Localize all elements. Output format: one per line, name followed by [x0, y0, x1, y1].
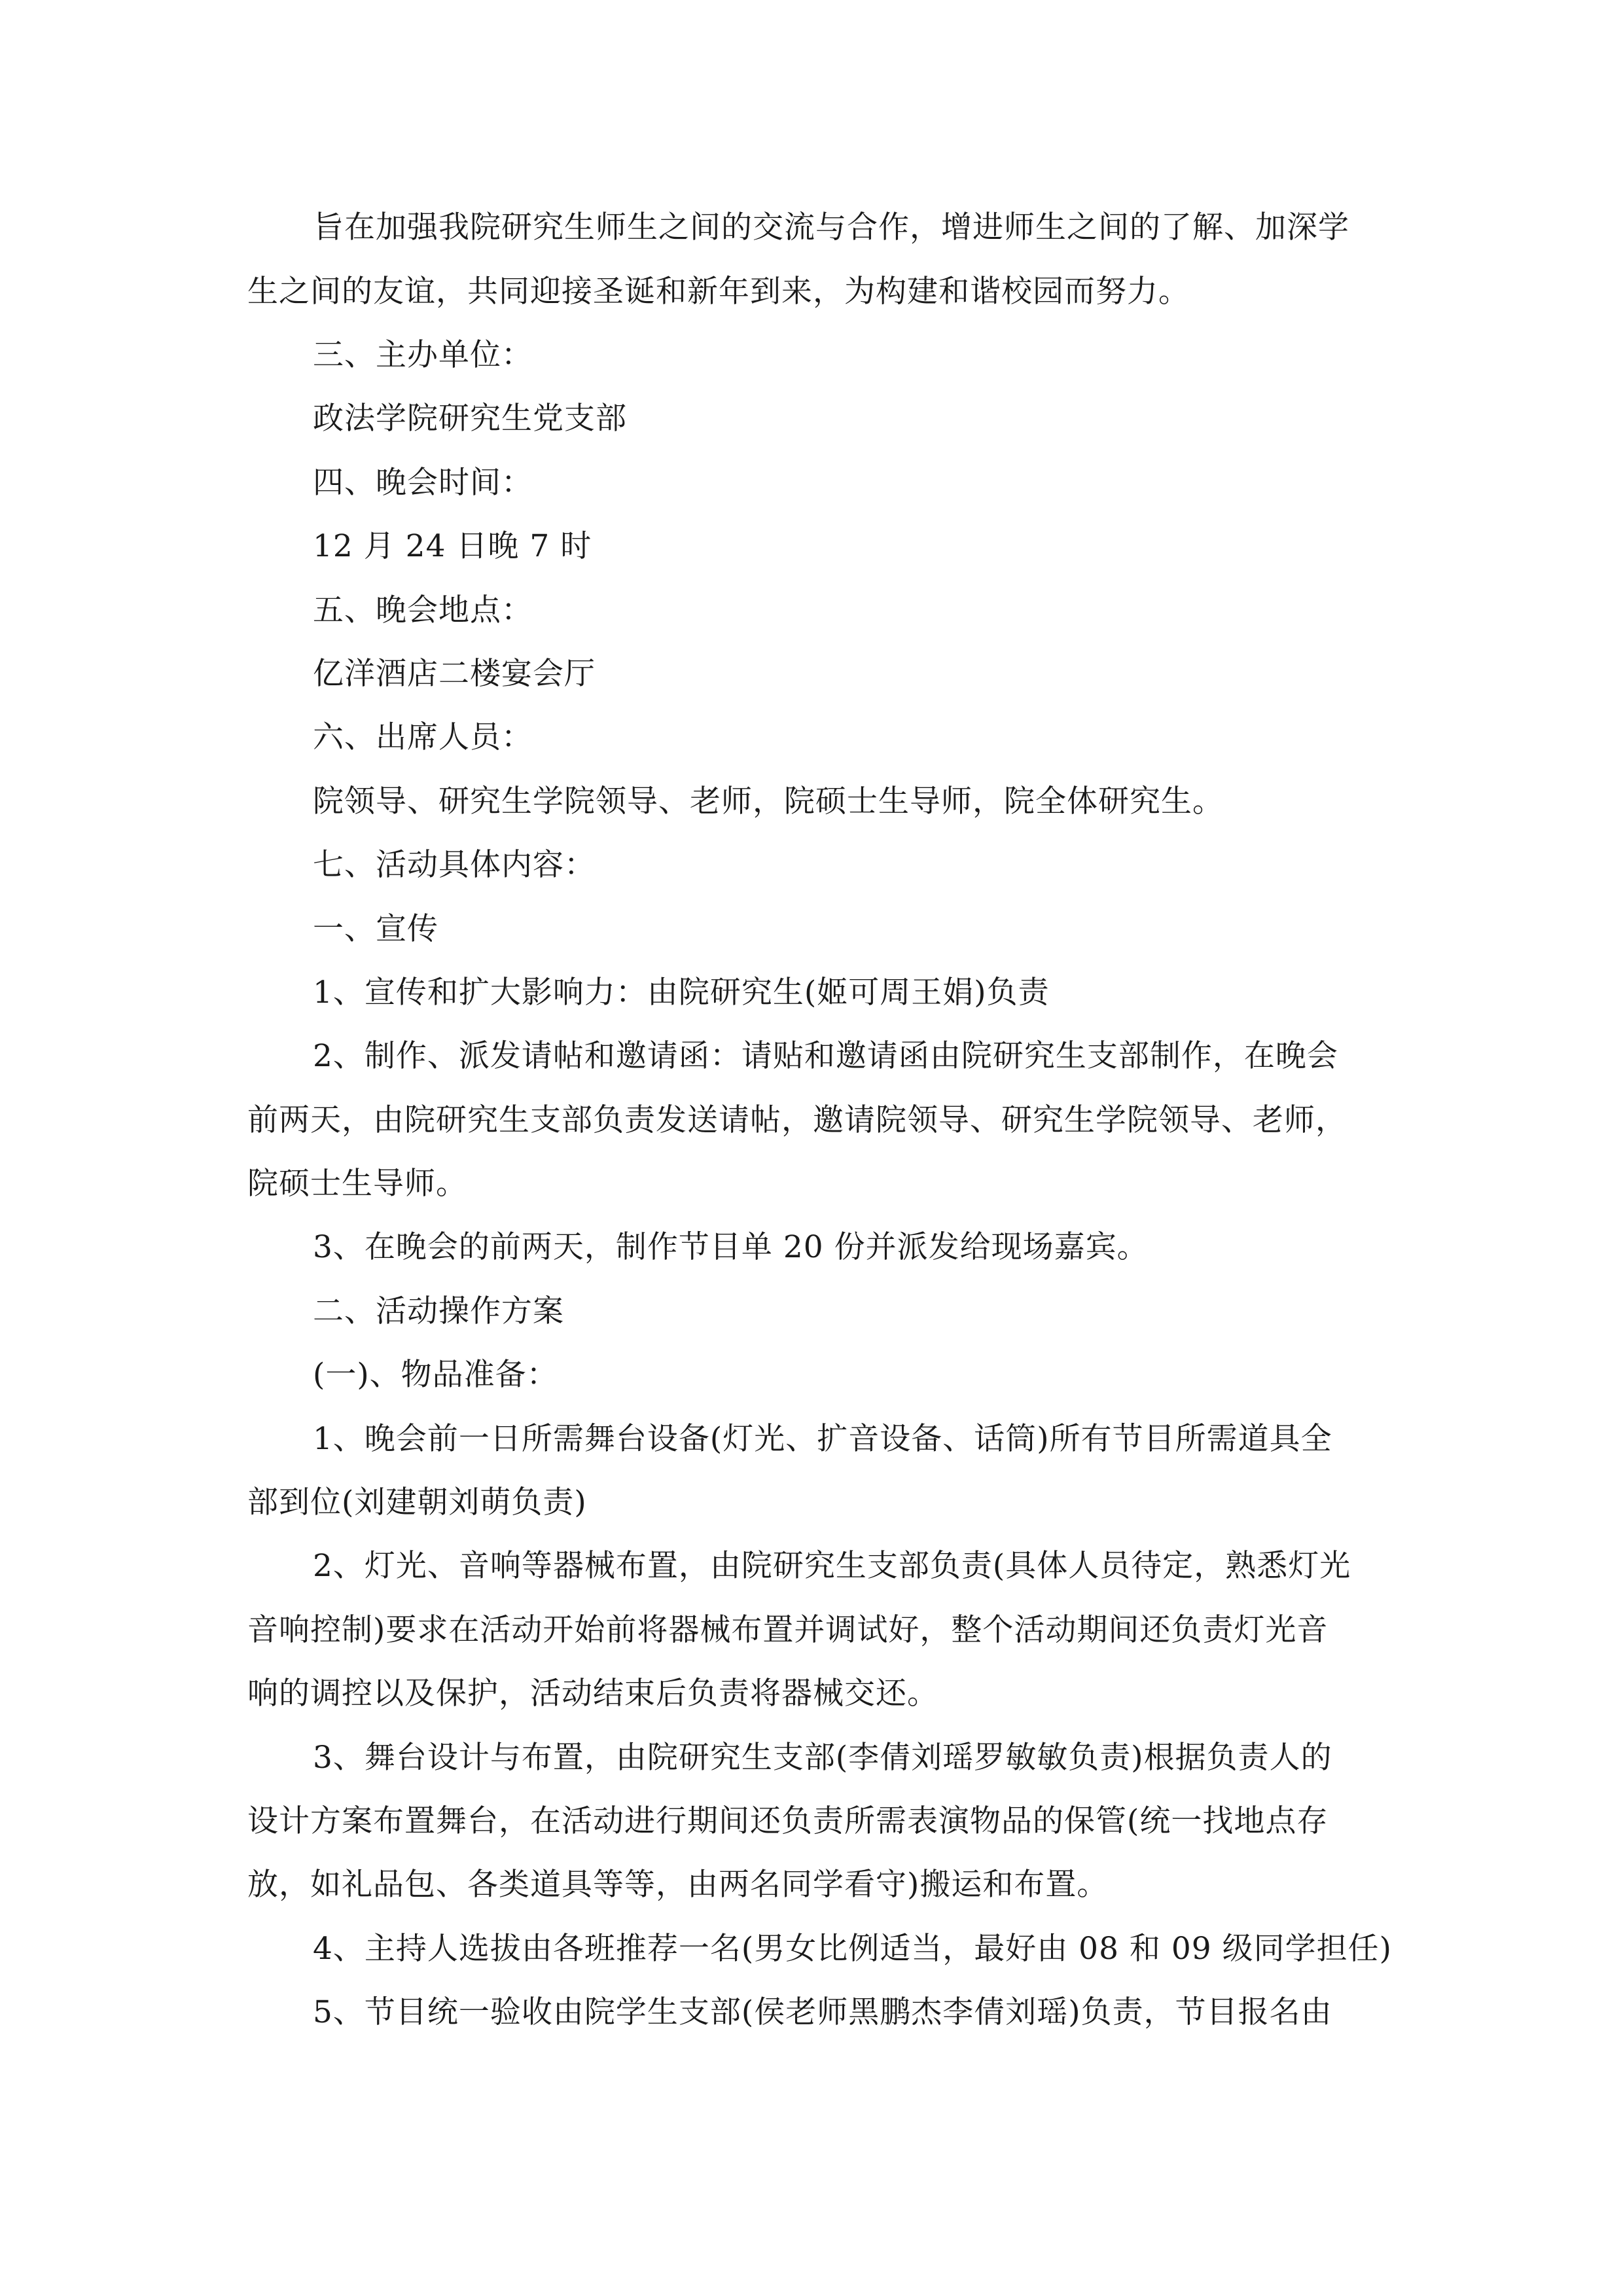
paragraph-line: 响的调控以及保护，活动结束后负责将器械交还。: [247, 1676, 938, 1712]
section-heading: 三、主办单位：: [313, 337, 533, 373]
paragraph-line: 院硕士生导师。: [247, 1166, 467, 1202]
paragraph-line: 设计方案布置舞台，在活动进行期间还负责所需表演物品的保管(统一找地点存: [247, 1803, 1329, 1839]
paragraph-line: 部到位(刘建朝刘萌负责): [247, 1484, 587, 1520]
paragraph-line: 3、舞台设计与布置，由院研究生支部(李倩刘瑶罗敏敏负责)根据负责人的: [313, 1740, 1332, 1776]
section-heading: 四、晚会时间：: [313, 465, 533, 501]
paragraph-line: 2、灯光、音响等器械布置，由院研究生支部负责(具体人员待定，熟悉灯光: [313, 1548, 1351, 1584]
paragraph-line: 政法学院研究生党支部: [313, 401, 627, 437]
paragraph-line: 放，如礼品包、各类道具等等，由两名同学看守)搬运和布置。: [247, 1867, 1109, 1903]
paragraph-line: 3、在晚会的前两天，制作节目单 20 份并派发给现场嘉宾。: [313, 1229, 1149, 1265]
paragraph-line: 4、主持人选拔由各班推荐一名(男女比例适当，最好由 08 和 09 级同学担任): [313, 1931, 1392, 1967]
paragraph-line: 亿洋酒店二楼宴会厅: [313, 656, 596, 692]
section-heading: 二、活动操作方案: [313, 1293, 564, 1329]
paragraph-line: 5、节目统一验收由院学生支部(侯老师黑鹏杰李倩刘瑶)负责，节目报名由: [313, 1994, 1332, 2030]
paragraph-line: 音响控制)要求在活动开始前将器械布置并调试好，整个活动期间还负责灯光音: [247, 1612, 1329, 1648]
paragraph-line: 2、制作、派发请帖和邀请函：请贴和邀请函由院研究生支部制作，在晚会: [313, 1038, 1338, 1074]
paragraph-line: 旨在加强我院研究生师生之间的交流与合作，增进师生之间的了解、加深学: [313, 209, 1349, 245]
section-heading: 一、宣传: [313, 911, 438, 947]
section-heading: 五、晚会地点：: [313, 592, 533, 628]
paragraph-line: 前两天，由院研究生支部负责发送请帖，邀请院领导、研究生学院领导、老师，: [247, 1102, 1347, 1138]
paragraph-line: 12 月 24 日晚 7 时: [313, 528, 592, 564]
section-heading: 七、活动具体内容：: [313, 847, 596, 883]
paragraph-line: 1、宣传和扩大影响力：由院研究生(姬可周王娟)负责: [313, 975, 1050, 1011]
section-heading: (一)、物品准备：: [313, 1357, 558, 1393]
paragraph-line: 1、晚会前一日所需舞台设备(灯光、扩音设备、话筒)所有节目所需道具全: [313, 1421, 1332, 1457]
paragraph-line: 生之间的友谊，共同迎接圣诞和新年到来，为构建和谐校园而努力。: [247, 274, 1190, 310]
paragraph-line: 院领导、研究生学院领导、老师，院硕士生导师，院全体研究生。: [313, 783, 1224, 819]
section-heading: 六、出席人员：: [313, 719, 533, 755]
